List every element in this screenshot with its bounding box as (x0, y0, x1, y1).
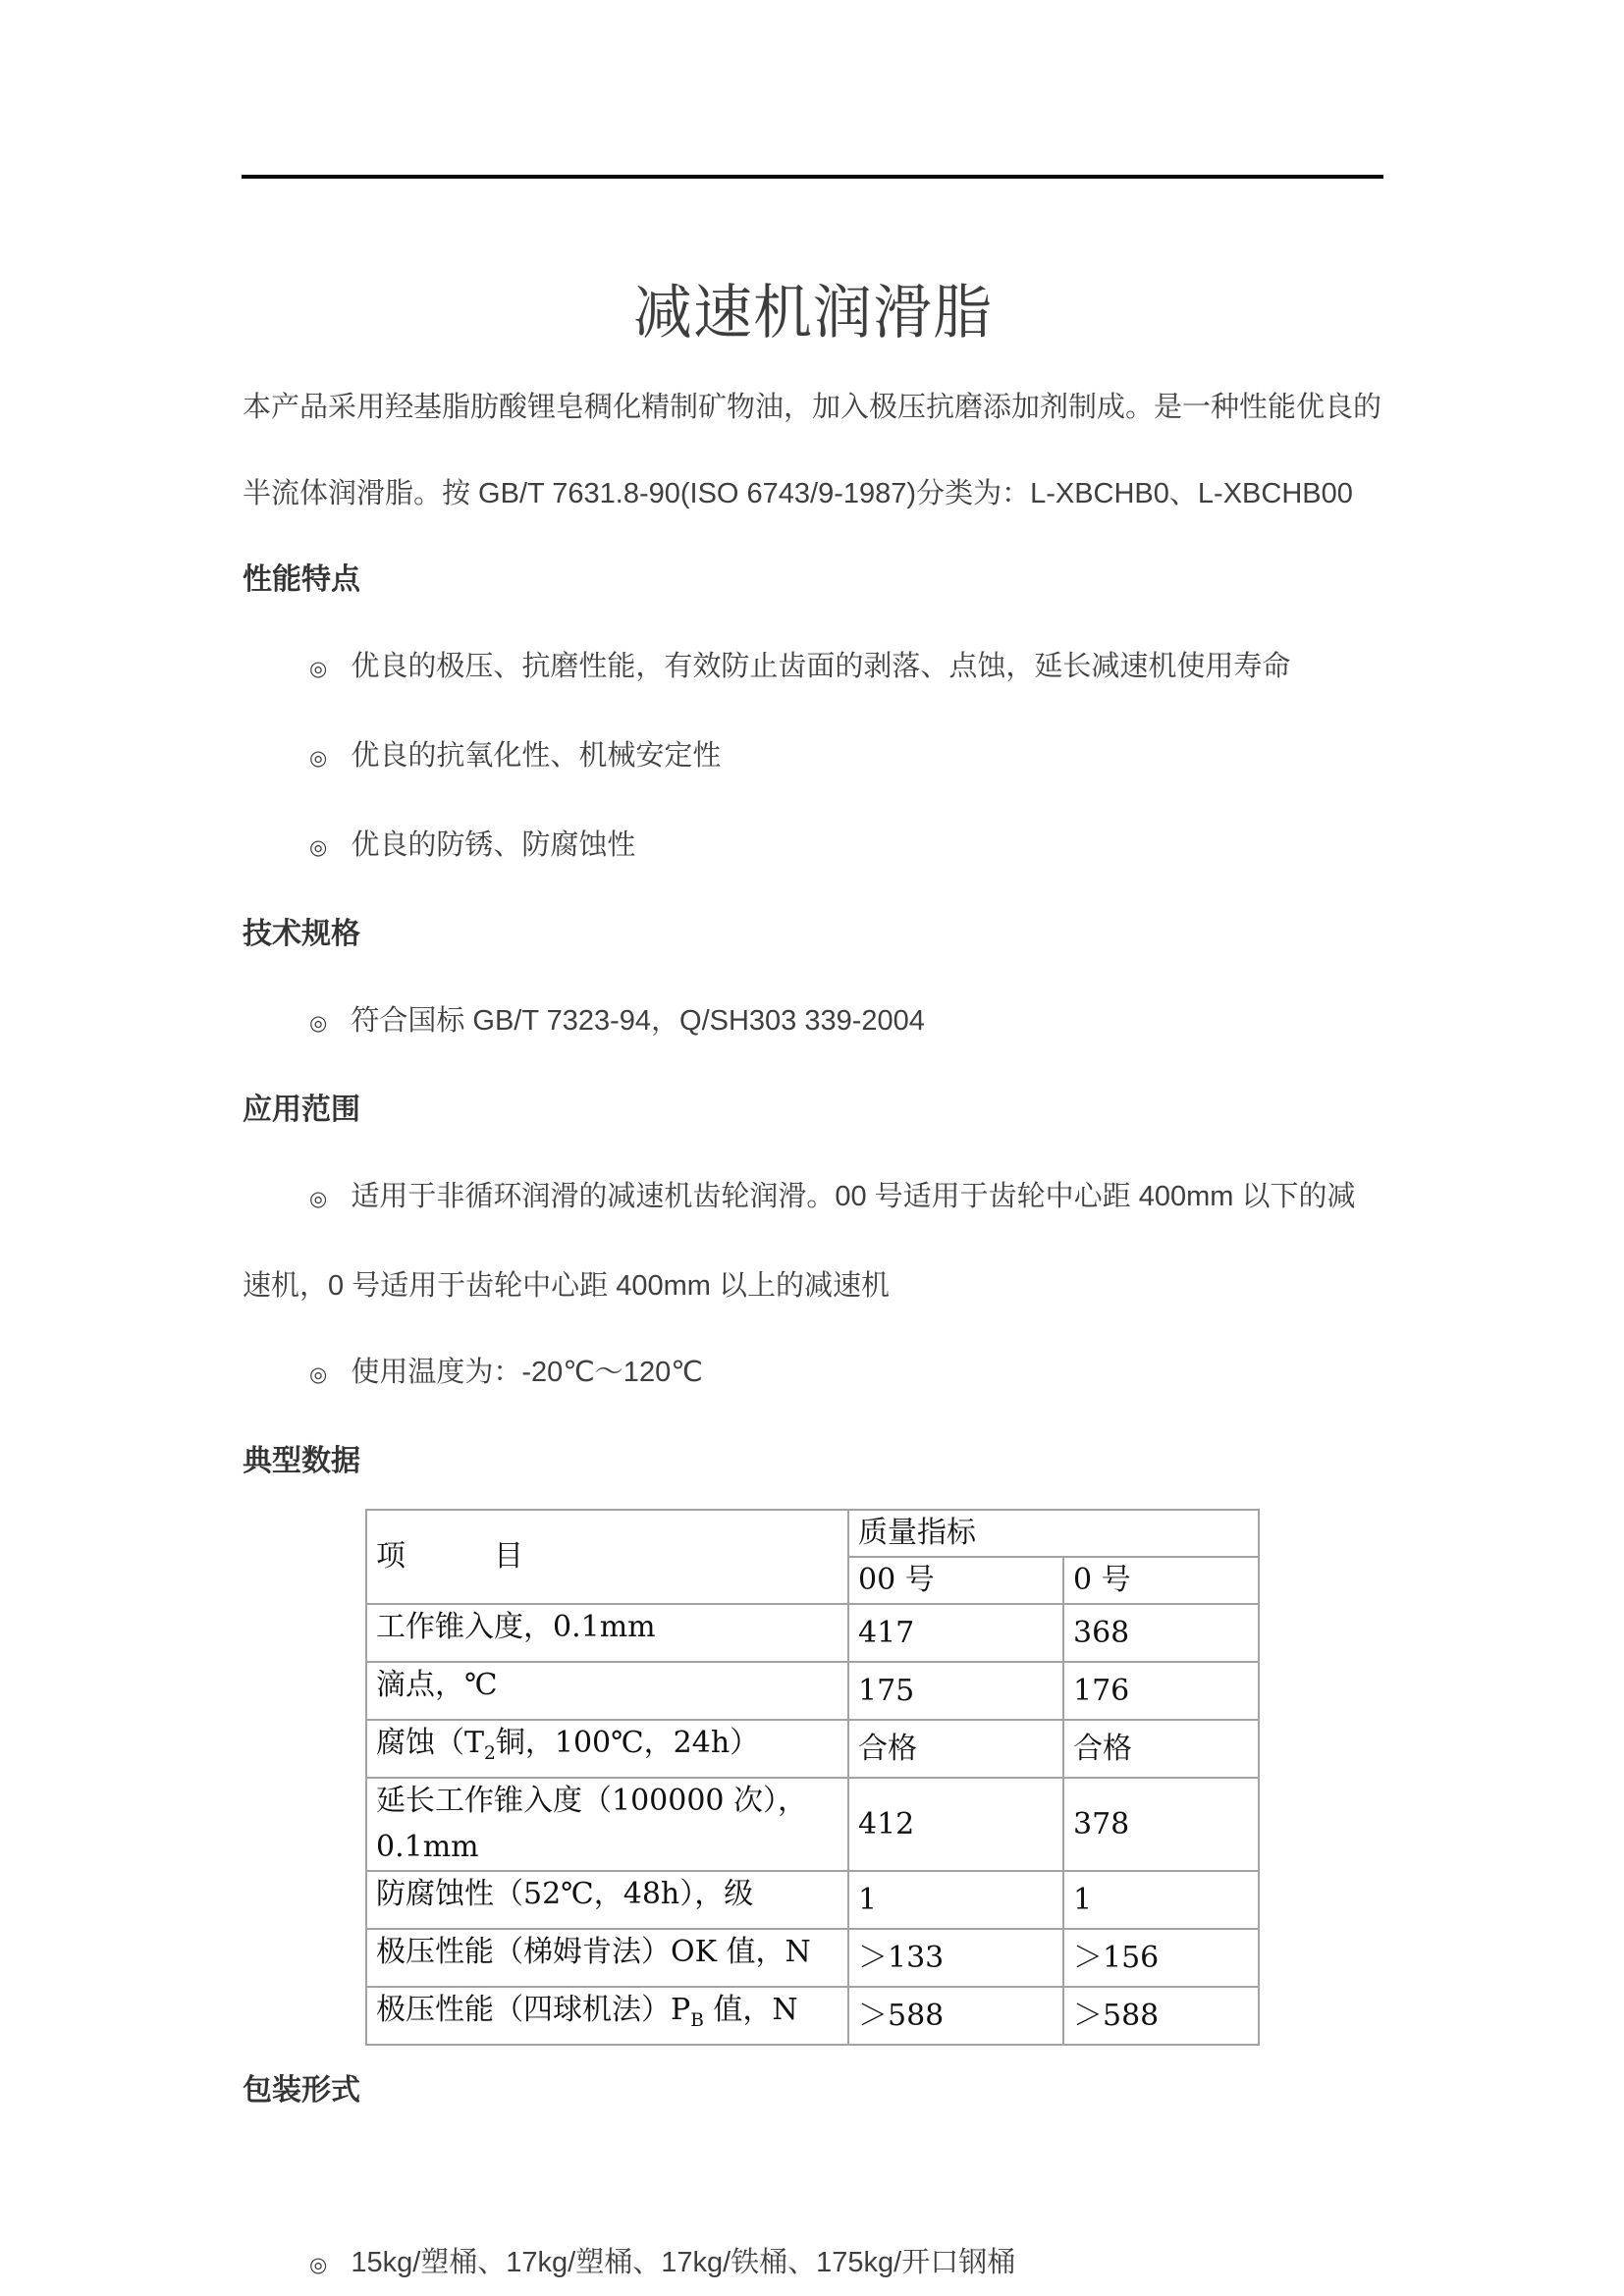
list-item-text: 优良的防锈、防腐蚀性 (351, 829, 636, 861)
table-cell-item (366, 1662, 848, 1720)
bullet-icon: ◎ (309, 836, 328, 859)
section-heading-spec: 技术规格 (243, 918, 360, 950)
intro-paragraph-line1: 本产品采用羟基脂肪酸锂皂稠化精制矿物油，加入极压抗磨添加剂制成。是一种性能优良的 (243, 392, 1382, 423)
list-item-text: 优良的极压、抗磨性能，有效防止齿面的剥落、点蚀，延长减速机使用寿命 (351, 651, 1291, 682)
list-item-text: 符合国标 GB/T 7323-94，Q/SH303 339-2004 (351, 1005, 925, 1037)
item-label-line2: 0.1mm (376, 1830, 479, 1864)
table-cell-value-0: ＞156 (1063, 1929, 1259, 1987)
table-cell-item (366, 1987, 848, 2045)
table-cell-value-0: 368 (1063, 1604, 1259, 1662)
item-label: 工作锥入度，0.1mm (376, 1610, 656, 1644)
item-label: 延长工作锥入度（100000 次）， (376, 1784, 808, 1818)
table-header-grade-00: 00 号 (848, 1557, 1063, 1604)
table-cell-value-0: 176 (1063, 1662, 1259, 1720)
item-label: 极压性能（梯姆肯法）OK 值，N (376, 1935, 811, 1969)
table-row (366, 1720, 1259, 1778)
table-cell-value-0: 378 (1063, 1778, 1259, 1871)
table-header-row (366, 1510, 1259, 1557)
bullet-icon: ◎ (309, 1363, 328, 1386)
list-item (243, 627, 1383, 709)
list-item (243, 1157, 1383, 1239)
section-heading-application: 应用范围 (243, 1094, 360, 1126)
intro-paragraph-line2: 半流体润滑脂。按 GB/T 7631.8-90(ISO 6743/9-1987)分类为：L-XBCHB0、L-XBCHB00 (243, 478, 1353, 509)
section-heading-performance: 性能特点 (243, 563, 360, 596)
table-cell-value-00: 合格 (848, 1720, 1063, 1778)
typical-data-table (365, 1509, 1260, 2046)
list-item (243, 806, 1383, 887)
table-cell-value-0: 1 (1063, 1871, 1259, 1929)
table-cell-value-00: 412 (848, 1778, 1063, 1871)
table-cell-item (366, 1929, 848, 1987)
table-row (366, 1778, 1259, 1871)
item-label: 滴点，℃ (376, 1668, 498, 1702)
table-row (366, 1929, 1259, 1987)
bullet-icon: ◎ (309, 658, 328, 680)
item-label: 腐蚀（T (376, 1726, 485, 1760)
table-header-grade-0: 0 号 (1063, 1557, 1259, 1604)
list-item (243, 1333, 1383, 1415)
table-cell-value-0: ＞588 (1063, 1987, 1259, 2045)
list-item-text: 优良的抗氧化性、机械安定性 (351, 740, 722, 772)
document-content (243, 179, 1383, 2296)
table-row (366, 1987, 1259, 2045)
table-cell-value-0: 合格 (1063, 1720, 1259, 1778)
item-label-subscript: 2 (484, 1743, 496, 1764)
bullet-icon: ◎ (309, 747, 328, 770)
list-item-continuation: 速机，0 号适用于齿轮中心距 400mm 以上的减速机 (243, 1270, 891, 1302)
table-row (366, 1871, 1259, 1929)
table-cell-item (366, 1720, 848, 1778)
table-cell-item (366, 1871, 848, 1929)
table-cell-value-00: ＞588 (848, 1987, 1063, 2045)
table-header-quality: 质量指标 (848, 1510, 1259, 1557)
table-cell-value-00: 417 (848, 1604, 1063, 1662)
table-row (366, 1604, 1259, 1662)
item-label-rest: 铜，100℃，24h） (495, 1726, 760, 1760)
table-cell-value-00: 175 (848, 1662, 1063, 1720)
table-cell-value-00: 1 (848, 1871, 1063, 1929)
item-label-rest: 值，N (703, 1993, 798, 2027)
item-label: 防腐蚀性（52℃，48h），级 (376, 1877, 754, 1911)
bullet-icon: ◎ (309, 1188, 328, 1210)
table-cell-value-00: ＞133 (848, 1929, 1063, 1987)
table-cell-item (366, 1778, 848, 1871)
item-label-subscript: B (690, 2010, 704, 2031)
section-heading-packaging: 包装形式 (243, 2074, 360, 2107)
list-item-text: 15kg/塑桶、17kg/塑桶、17kg/铁桶、175kg/开口钢桶 (351, 2247, 1016, 2278)
table-cell-item (366, 1604, 848, 1662)
table-row (366, 1662, 1259, 1720)
list-item-text: 使用温度为：-20℃～120℃ (351, 1357, 703, 1388)
table-header-item: 项 目 (366, 1510, 848, 1604)
item-label: 极压性能（四球机法）P (376, 1993, 691, 2027)
list-item-text: 适用于非循环润滑的减速机齿轮润滑。00 号适用于齿轮中心距 400mm 以下的减 (351, 1181, 1356, 1212)
bullet-icon: ◎ (309, 1012, 328, 1035)
section-heading-typical-data: 典型数据 (243, 1445, 360, 1477)
page-title: 减速机润滑脂 (633, 280, 993, 346)
bullet-icon: ◎ (309, 2254, 328, 2276)
list-item (243, 717, 1383, 798)
list-item (243, 2223, 1383, 2296)
list-item (243, 982, 1383, 1063)
